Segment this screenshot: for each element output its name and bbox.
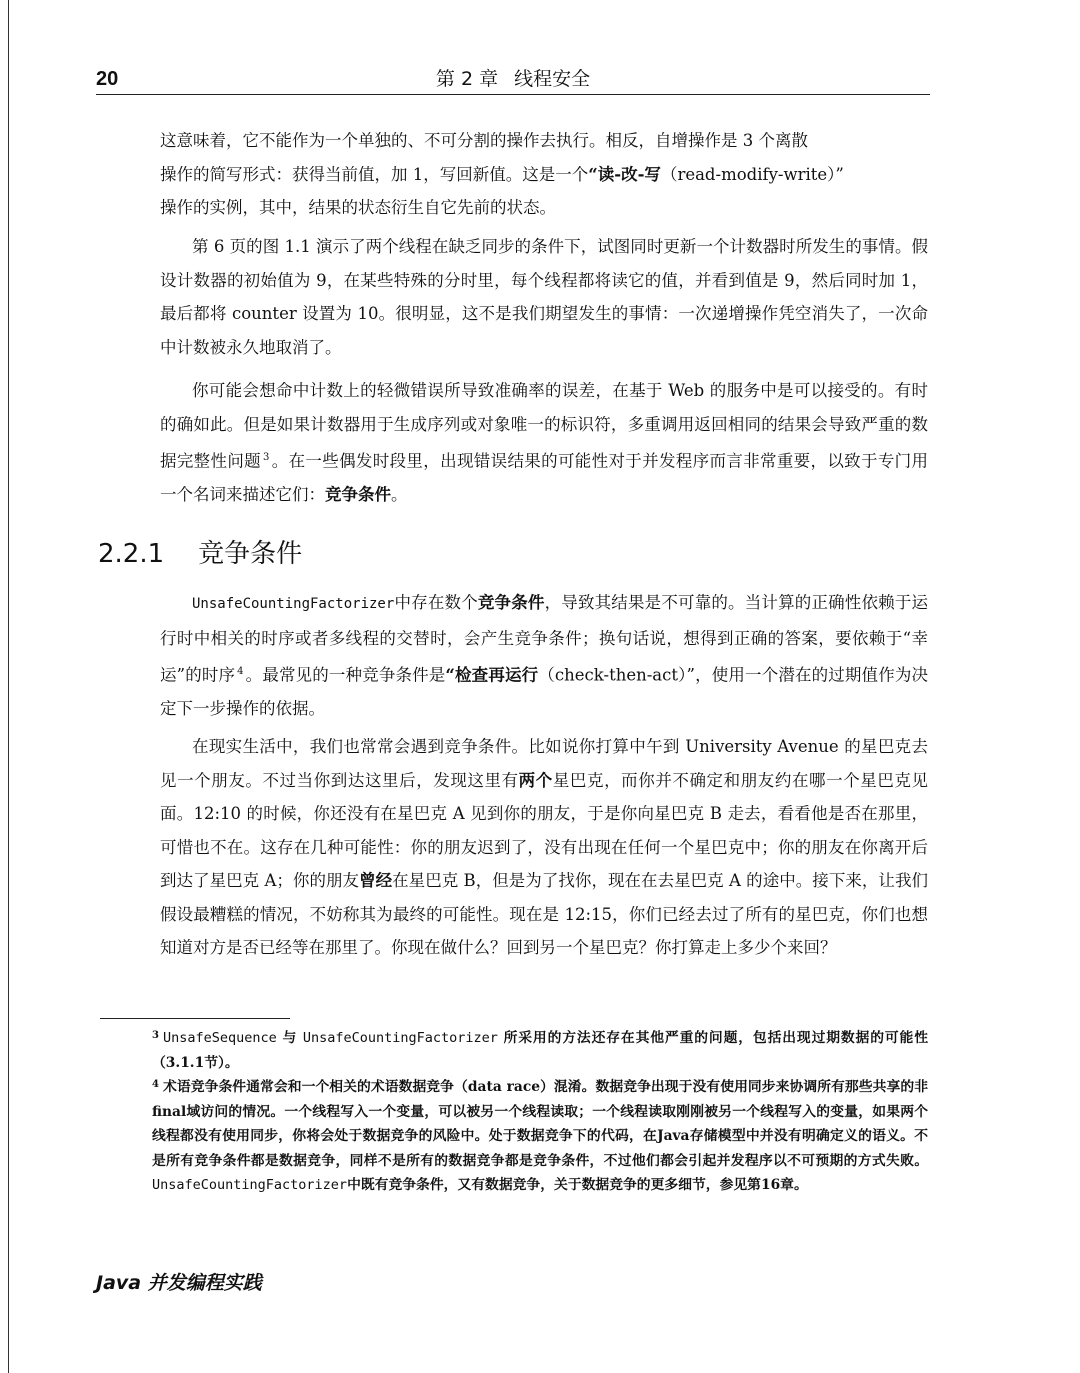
section-number: 2.2.1	[98, 539, 165, 569]
page-number: 20	[96, 68, 119, 90]
bold-term-two: 两个	[518, 770, 553, 790]
bold-term-race-condition: 竞争条件	[325, 485, 391, 504]
footnote-4-number: 4	[152, 1079, 159, 1090]
paragraph-3	[160, 374, 928, 512]
running-header	[96, 64, 930, 95]
footnote-ref-3[interactable]: 3	[263, 452, 270, 463]
footnote-4: $^4$ 术语竞争条件通常会和一个相关的术语数据竞争（data race）混淆。数据竞争出现于没有使用同步来协调所有那些共享的非final域访问的情况。一个线程写入一个变量，可以被另一个线程读取；一个线程读取刚刚被另一个线程写入的变量，如果两个线程都没有使用同步，你将会处于数据竞争的风险中。处于数据竞争下的代码，在Java存储模型中并没有明确定义的语义。不是所有竞争条件都是数据竞争，同样不是所有的数据竞争都是竞争条件，不过他们都会引起并发程序以不可预期的方式失败。UnsafeCountingFactorizer中既有竞争条件，又有数据竞争，关于数据竞争的更多细节，参见第16章。	[152, 1079, 928, 1193]
book-title-footer: Java 并发编程实践	[96, 1272, 262, 1294]
paragraph-1-line-2: 操作的简写形式：获得当前值，加 1，写回新值。这是一个“读-改-写（read-modify-write）”	[160, 164, 844, 184]
paragraph-3-text: 你可能会想命中计数上的轻微错误所导致准确率的误差，在基于 Web 的服务中是可以接受的。有时的确如此。但是如果计数器用于生成序列或对象唯一的标识符，多重调用返回相同的结果会导致严重的数据完整性问题 $^3$ 。在一些偶发时段里，出现错误结果的可能性对于并发程序而言非常重要，以致于专门用一个名词来描述它们：竞争条件。	[160, 381, 929, 504]
paragraph-4	[160, 586, 928, 726]
bold-term-race-condition-2: 竞争条件	[477, 593, 545, 612]
running-title	[96, 64, 930, 91]
footnote-3: $^3$ UnsafeSequence 与 UnsafeCountingFactorizer 所采用的方法还存在其他严重的问题，包括出现过期数据的可能性（3.1.1节）。	[152, 1030, 929, 1071]
chapter-number: 第 2 章	[435, 68, 499, 90]
chapter-title: 线程安全	[514, 68, 591, 90]
bold-term-read-modify-write: “读-改-写	[588, 164, 661, 184]
footnotes	[152, 1026, 928, 1198]
section-heading	[98, 533, 302, 570]
code-unsafe-counting-factorizer: UnsafeCountingFactorizer	[192, 596, 395, 612]
footnote-3-number: 3	[152, 1030, 159, 1041]
paragraph-4-text: UnsafeCountingFactorizer中存在数个竞争条件，导致其结果是不可靠的。当计算的正确性依赖于运行时中相关的时序或者多线程的交替时，会产生竞争条件；换句话说，想得到正确的答案，要依赖于“幸运”的时序 $^4$ 。最常见的一种竞争条件是“检查再运行（check-then-act）”，使用一个潜在的过期值作为决定下一步操作的依据。	[160, 593, 929, 718]
paragraph-1-line-3: 操作的实例，其中，结果的状态衍生自它先前的状态。	[160, 198, 556, 217]
paragraph-5	[160, 730, 928, 965]
paragraph-2	[160, 230, 928, 364]
paragraph-5-text: 在现实生活中，我们也常常会遇到竞争条件。比如说你打算中午到 University Avenue 的星巴克去见一个朋友。不过当你到达这里后，发现这里有两个星巴克，而你并不确定和朋友约在哪一个星巴克见面。12:10 的时候，你还没有在星巴克 A 见到你的朋友，于是你向星巴克 B 走去，看看他是否在那里，可惜也不在。这存在几种可能性：你的朋友迟到了，没有出现在任何一个星巴克中；你的朋友在你离开后到达了星巴克 A；你的朋友曾经在星巴克 B，但是为了找你，现在在去星巴克 A 的途中。接下来，让我们假设最糟糕的情况，不妨称其为最终的可能性。现在是 12:15，你们已经去过了所有的星巴克，你们也想知道对方是否已经等在那里了。你现在做什么？回到另一个星巴克？你打算走上多少个来回？	[160, 737, 929, 957]
section-title: 竞争条件	[198, 539, 303, 569]
bold-term-check-then-act: “检查再运行	[445, 665, 539, 685]
footnote-ref-4[interactable]: 4	[237, 666, 244, 677]
paragraph-2-text: 第 6 页的图 1.1 演示了两个线程在缺乏同步的条件下，试图同时更新一个计数器时所发生的事情。假设计数器的初始值为 9，在某些特殊的分时里，每个线程都将读它的值，并看到值是 9，然后同时加 1，最后都将 counter 设置为 10。很明显，这不是我们期望发生的事情：一次递增操作凭空消失了，一次命中计数被永久地取消了。	[160, 237, 928, 357]
bold-term-once: 曾经	[359, 871, 393, 890]
paragraph-1-line-1: 这意味着，它不能作为一个单独的、不可分割的操作去执行。相反，自增操作是 3 个离散	[160, 131, 808, 150]
paragraph-1	[160, 124, 928, 225]
footnote-divider	[100, 1018, 290, 1019]
page-edge-line	[8, 0, 9, 1373]
